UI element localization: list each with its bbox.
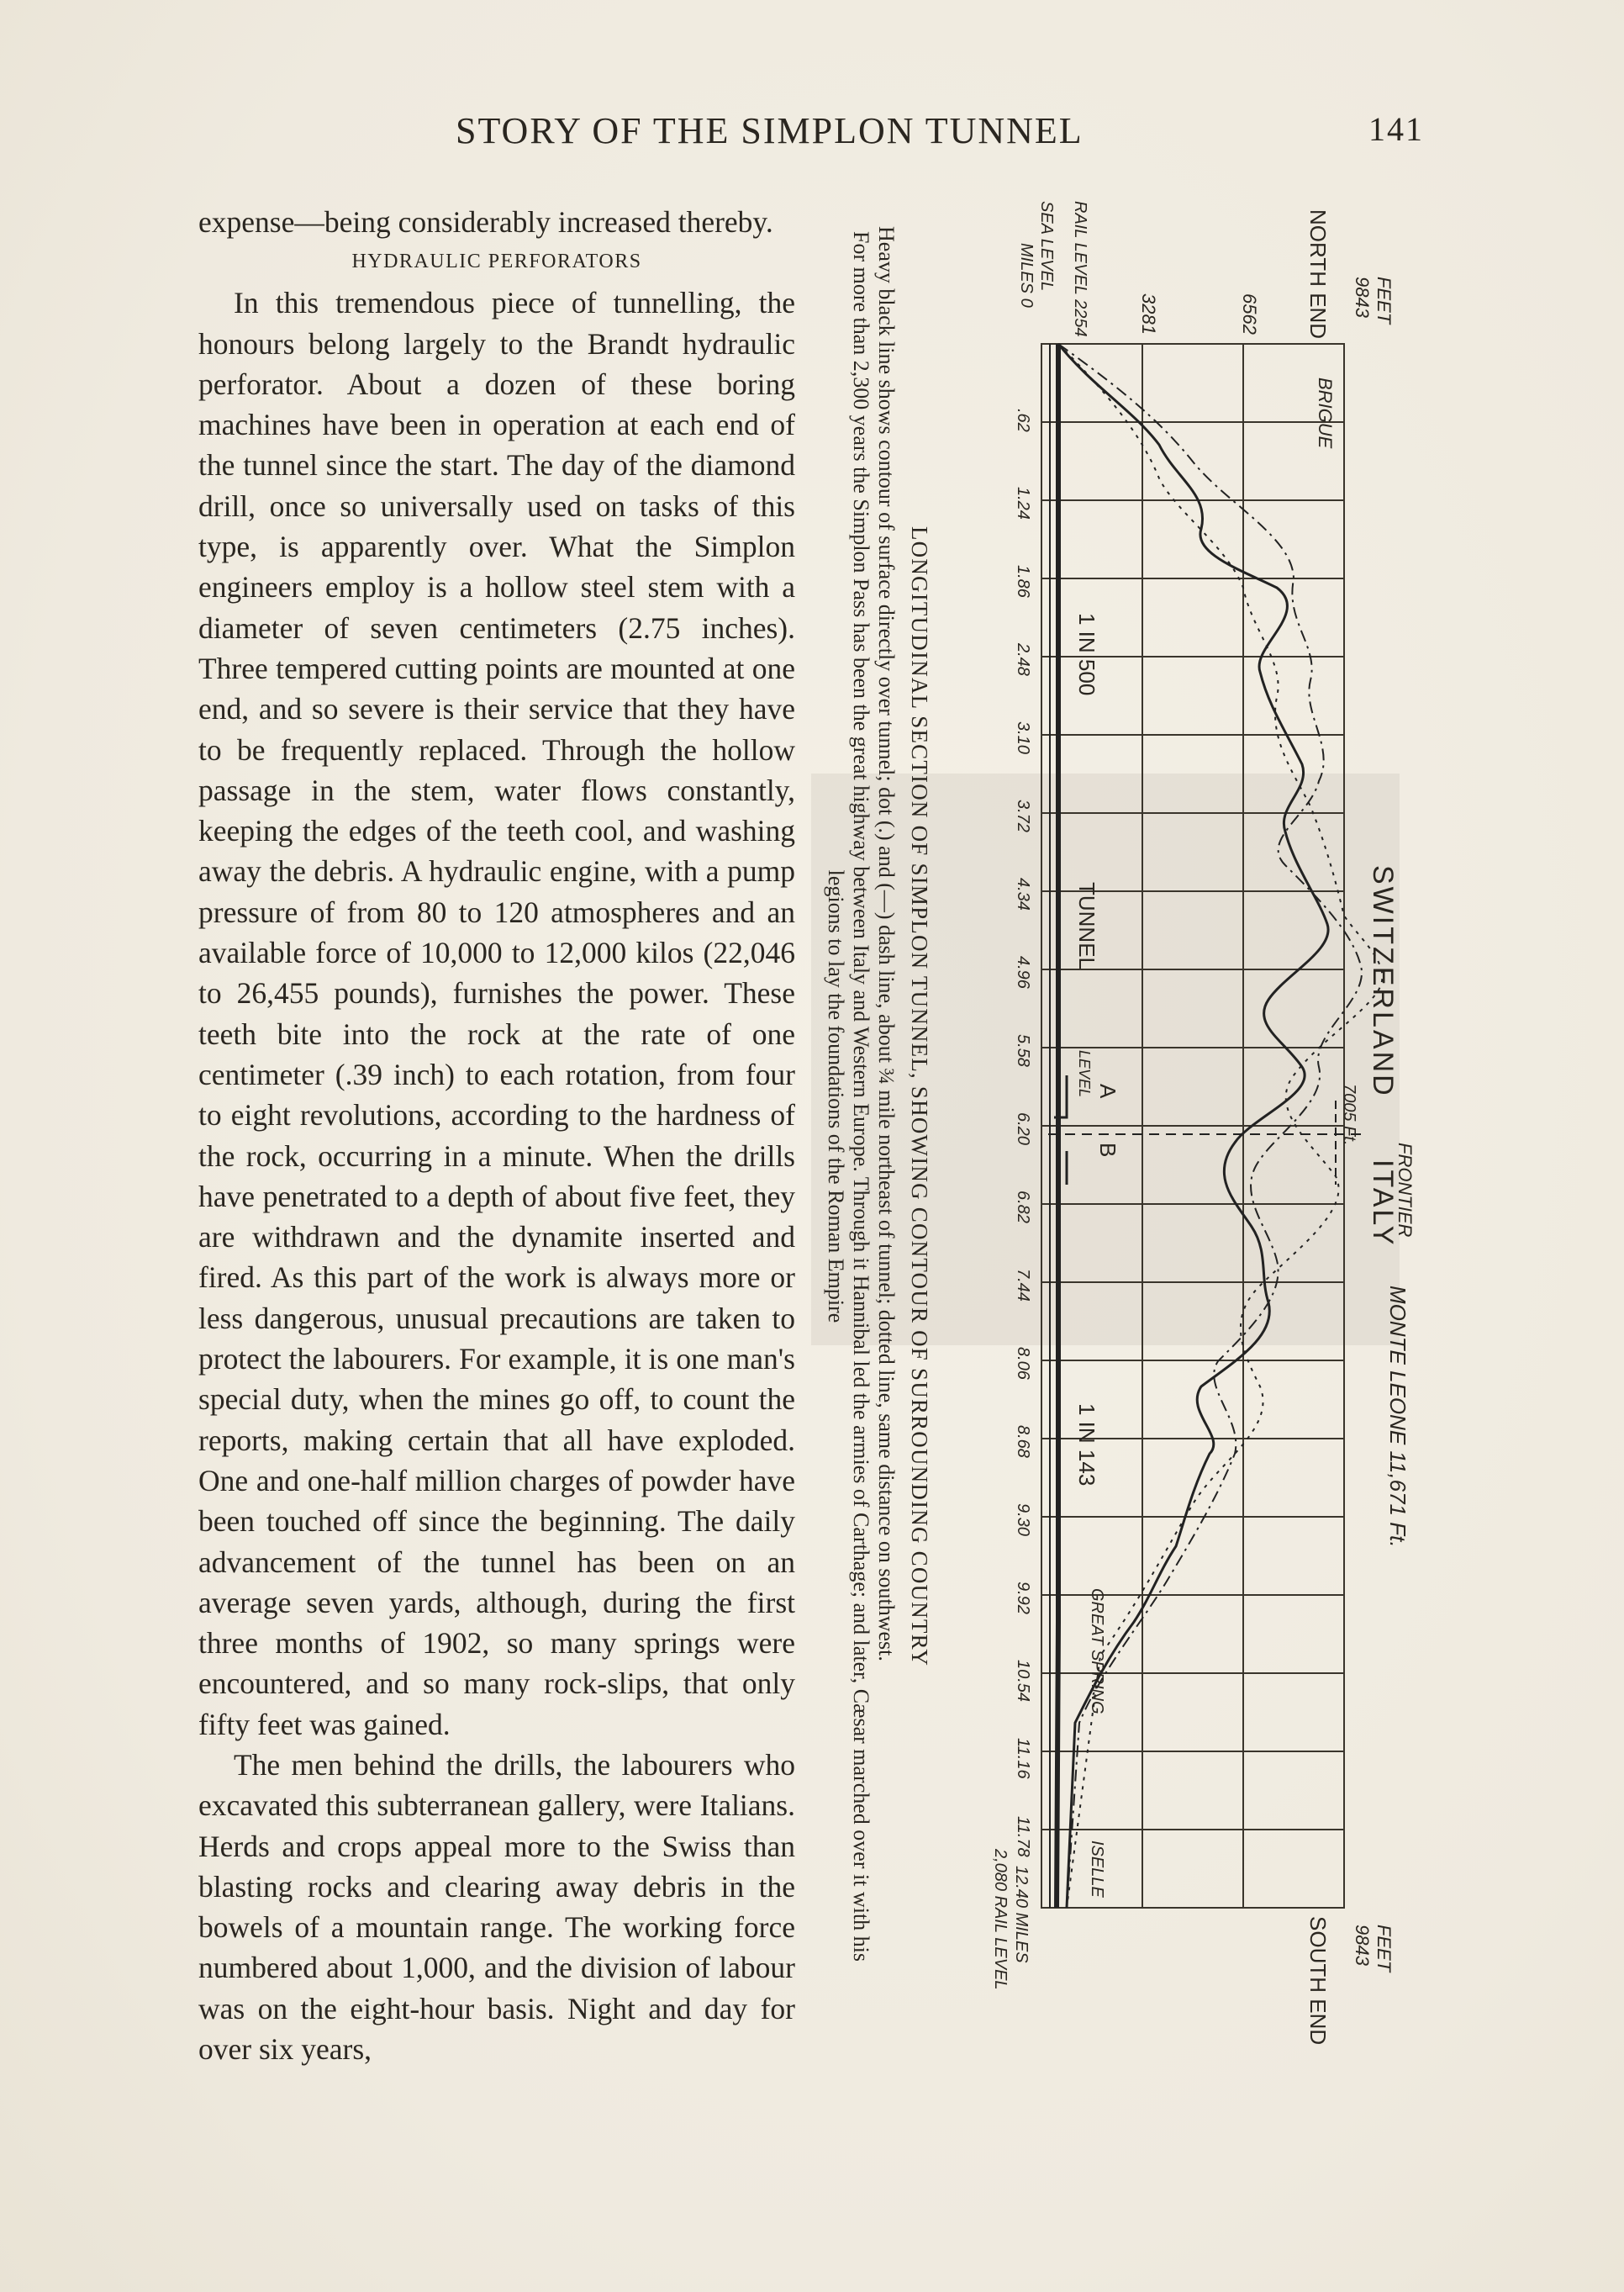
body-paragraph: In this tremendous piece of tunnelling, the honours belong largely to the Brandt hydraulic perforator. About a dozen of these boring machines have been in operation at each end of the tunnel since the start. The day of the diamond drill, once so universally used on tasks of this type, is apparently over. What the Simplon engineers employ is a hollow steel stem with a diameter of seven centimeters (2.75 inches). Three tempered cutting points are mounted at one end, and so severe is their service that they have to be frequently replaced. Through the hollow passage in the stem, water flows constantly, keeping the edges of the teeth cool, and washing away the debris. A hydraulic engine, with a pump pressure of from 80 to 120 atmospheres and an available force of 10,000 to 12,000 kilos (22,046 to 26,455 pounds), furnishes the power. These teeth bite into the rock at the rate of one centimeter (.39 inch) to each rotation, from four to eight revolutions, according to the hardness of the rock, occurring in a minute. When the drills have penetrated to a depth of about five feet, they are withdrawn and the dynamite inserted and fired. As this part of the work is always more or less dangerous, unusual precautions are taken to protect the labourers. For example, it is one man's special duty, when the mines go off, to count the reports, making certain that all have exploded. One and one-half million charges of powder have been touched off since the beginning. The daily advancement of the tunnel has been on an average seven yards, although, during the first three months of 1902, so many springs were encountered, and so many rock-slips, that only fifty feet was gained. — [198, 286, 795, 1741]
feet-label-right: FEET — [1374, 1925, 1395, 1972]
mile-tick-label: 7.44 — [1014, 1269, 1032, 1302]
elev-label-6562: 6562 — [1239, 293, 1260, 335]
iselle-label: ISELLE — [1088, 1840, 1106, 1898]
mile-tick-label: 8.68 — [1014, 1425, 1032, 1458]
mile-tick-label: 11.78 — [1014, 1816, 1032, 1857]
page-number: 141 — [1368, 110, 1424, 148]
italy-label: ITALY — [1367, 1159, 1399, 1248]
monte-leone-label: MONTE LEONE 11,671 Ft. — [1385, 1286, 1410, 1548]
mile-tick-label: .62 — [1014, 409, 1032, 432]
mile-tick-label: 9.30 — [1014, 1503, 1032, 1536]
page-title: STORY OF THE SIMPLON TUNNEL — [456, 110, 1084, 151]
mile-tick-label: 9.92 — [1014, 1582, 1032, 1614]
longitudinal-section-diagram — [865, 193, 1416, 2046]
elev-label-3281: 3281 — [1138, 293, 1159, 335]
level-label: LEVEL — [1076, 1050, 1093, 1098]
mile-tick-label: 6.82 — [1014, 1191, 1032, 1223]
opening-text: expense—being considerably increased thereby. — [198, 205, 773, 239]
rotated-figure-content — [824, 193, 1416, 2046]
mile-tick-label: 1.24 — [1014, 487, 1032, 520]
rail-level-right-label: 2,080 RAIL LEVEL — [991, 1849, 1010, 1990]
section-subheading: HYDRAULIC PERFORATORS — [351, 251, 642, 273]
mile-tick-label: 10.54 — [1014, 1660, 1032, 1703]
gradient-label-south: 1 IN 143 — [1074, 1403, 1099, 1487]
mile-tick-label: 5.58 — [1014, 1034, 1032, 1067]
caption-line: Heavy black line shows contour of surface directly over tunnel; dot (.) and (—) dash line, about ¾ mile northeast of tunnel; dotted line, same distance on southwest. — [874, 226, 899, 1661]
tunnel-section-figure — [824, 193, 1416, 2046]
feet-label-left: FEET — [1374, 277, 1395, 325]
great-spring-label: GREAT SPRING — [1088, 1588, 1106, 1714]
caption-line: For more than 2,300 years the Simplon Pass has been the great highway between Italy and Western Europe. Through it Hannibal led the armies of Carthage; and later, Cæsar marched over it with his legions to lay the foundations of the Roman Empire — [824, 230, 873, 1962]
brigue-label: BRIGUE — [1315, 378, 1336, 449]
body-paragraph: The men behind the drills, the labourers who excavated this subterranean gallery, were Italians. Herds and crops appeal more to the Swiss than blasting rocks and clearing away debris in the bowels of a mountain range. The working force numbered about 1,000, and the division of labour was on the eight-hour basis. Night and day for over six years, — [198, 1747, 795, 2067]
mile-ticks — [1014, 409, 1032, 1857]
mile-tick-label: 4.34 — [1014, 878, 1032, 911]
tunnel-label: TUNNEL — [1074, 882, 1099, 970]
mile-tick-label: 3.72 — [1014, 800, 1032, 832]
gradient-label-north: 1 IN 500 — [1074, 613, 1099, 696]
gallery-b-label: B — [1095, 1143, 1120, 1158]
body-text-column — [198, 202, 795, 2069]
summit-label: 7005 Ft. — [1340, 1084, 1358, 1146]
figure-caption-title: LONGITUDINAL SECTION OF SIMPLON TUNNEL, SHOWING CONTOUR OF SURROUNDING COUNTRY — [907, 525, 932, 1667]
mile-tick-label: 2.48 — [1014, 643, 1032, 676]
sea-level-label: SEA LEVEL — [1037, 201, 1056, 292]
north-end-label: NORTH END — [1305, 209, 1331, 340]
mile-tick-label: 11.16 — [1014, 1738, 1032, 1779]
miles-end-label: 12.40 MILES — [1012, 1866, 1031, 1963]
frontier-label: FRONTIER — [1395, 1143, 1416, 1238]
mile-tick-label: 1.86 — [1014, 565, 1032, 598]
elev-label-9843-right: 9843 — [1352, 1925, 1373, 1966]
mile-tick-label: 8.06 — [1014, 1347, 1032, 1380]
miles-zero-label: MILES 0 — [1017, 243, 1036, 308]
figure-caption-body — [823, 226, 899, 1967]
tunnel-line — [1057, 344, 1058, 1908]
mile-tick-label: 3.10 — [1014, 721, 1032, 754]
gallery-a-label: A — [1095, 1084, 1120, 1099]
switzerland-label: SWITZERLAND — [1367, 865, 1399, 1098]
elev-label-9843: 9843 — [1352, 277, 1373, 318]
mile-tick-label: 4.96 — [1014, 956, 1032, 989]
mile-tick-label: 6.20 — [1014, 1112, 1032, 1145]
rail-level-left-label: RAIL LEVEL 2254 — [1071, 201, 1089, 337]
south-end-label: SOUTH END — [1305, 1916, 1331, 2046]
